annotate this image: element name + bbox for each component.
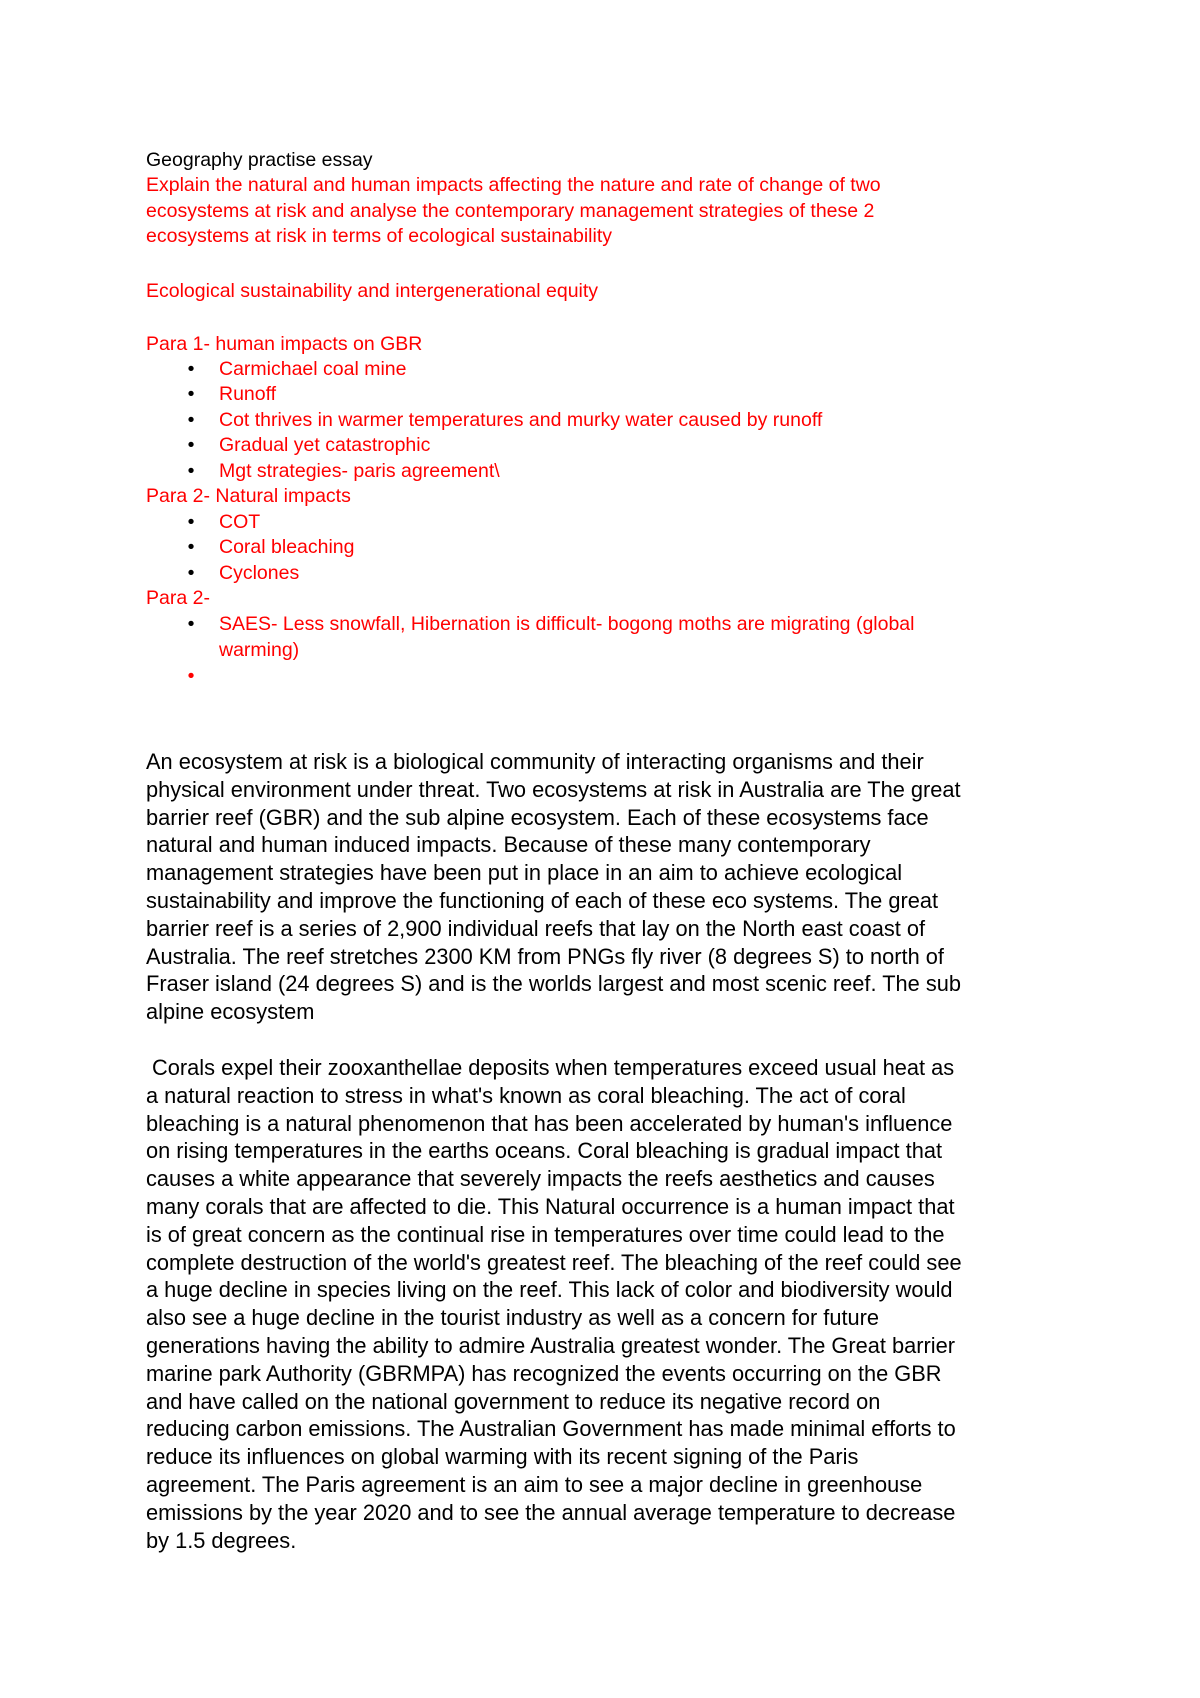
- essay-heading: Geography practise essay: [146, 149, 373, 171]
- bullet-icon: •: [187, 358, 195, 380]
- bullet-icon: •: [187, 383, 195, 405]
- paragraph-line: also see a huge decline in the tourist industry as well as a concern for future: [146, 1305, 880, 1331]
- paragraph-line: is of great concern as the continual rise in temperatures over time could lead to the: [146, 1221, 945, 1247]
- question-line: Explain the natural and human impacts affecting the nature and rate of change of two: [146, 174, 881, 196]
- paragraph-line: marine park Authority (GBRMPA) has recognized the events occurring on the GBR: [146, 1360, 942, 1386]
- bullet-icon: •: [187, 409, 195, 431]
- paragraph-line: Fraser island (24 degrees S) and is the worlds largest and most scenic reef. The sub: [146, 971, 961, 997]
- bullet-icon: •: [187, 665, 195, 687]
- paragraph-line: complete destruction of the world's greatest reef. The bleaching of the reef could see: [146, 1249, 962, 1275]
- intro-paragraph: [146, 748, 1076, 1026]
- list-item-text: Runoff: [219, 383, 277, 405]
- paragraph-line: sustainability and improve the functioning of each of these eco systems. The great: [146, 887, 938, 913]
- paragraph-line: agreement. The Paris agreement is an aim to see a major decline in greenhouse: [146, 1471, 923, 1497]
- list-item-text: Coral bleaching: [219, 536, 355, 558]
- paragraph-line: many corals that are affected to die. This Natural occurrence is a human impact that: [146, 1193, 955, 1219]
- paragraph-line: a natural reaction to stress in what's known as coral bleaching. The act of coral: [146, 1082, 906, 1108]
- paragraph-line: reduce its influences on global warming with its recent signing of the Paris: [146, 1444, 859, 1470]
- paragraph-line: barrier reef (GBR) and the sub alpine ecosystem. Each of these ecosystems face: [146, 804, 929, 830]
- paragraph-line: a huge decline in species living on the reef. This lack of color and biodiversity would: [146, 1277, 953, 1303]
- essay-question: [146, 173, 1046, 250]
- paragraph-line: physical environment under threat. Two ecosystems at risk in Australia are The great: [146, 776, 961, 802]
- paragraph-line: natural and human induced impacts. Because of these many contemporary: [146, 832, 871, 858]
- bullet-icon: •: [187, 562, 195, 584]
- list-item-line: warming): [219, 639, 300, 661]
- bullet-icon: •: [187, 536, 195, 558]
- bullet-icon: •: [187, 613, 195, 635]
- paragraph-line: by 1.5 degrees.: [146, 1527, 297, 1553]
- paragraph-line: reducing carbon emissions. The Australian Government has made minimal efforts to: [146, 1416, 956, 1442]
- list-item-text: Carmichael coal mine: [219, 358, 407, 380]
- paragraph-line: management strategies have been put in place in an aim to achieve ecological: [146, 860, 903, 886]
- paragraph-line: causes a white appearance that severely impacts the reefs aesthetics and causes: [146, 1166, 935, 1192]
- question-line: ecosystems at risk and analyse the contemporary management strategies of these 2: [146, 199, 875, 222]
- list-item-text: Cot thrives in warmer temperatures and murky water caused by runoff: [219, 409, 823, 431]
- list-item-text: Mgt strategies- paris agreement\: [219, 460, 500, 482]
- list-item-text: [219, 611, 915, 663]
- para2-title: Para 2- Natural impacts: [146, 485, 351, 507]
- list-item-text: COT: [219, 511, 261, 533]
- paragraph-line: Australia. The reef stretches 2300 KM from PNGs fly river (8 degrees S) to north of: [146, 943, 944, 969]
- para1-title: Para 1- human impacts on GBR: [146, 333, 423, 355]
- paragraph-line: and have called on the national government to reduce its negative record on: [146, 1388, 881, 1414]
- bullet-icon: •: [187, 511, 195, 533]
- list-item-line: SAES- Less snowfall, Hibernation is difficult- bogong moths are migrating (global: [219, 613, 915, 635]
- focus-line: Ecological sustainability and intergenerational equity: [146, 280, 599, 302]
- paragraph-line: on rising temperatures in the earths oceans. Coral bleaching is gradual impact that: [146, 1138, 943, 1164]
- paragraph-line: generations having the ability to admire Australia greatest wonder. The Great barrier: [146, 1332, 955, 1358]
- paragraph-line: emissions by the year 2020 and to see the annual average temperature to decrease: [146, 1499, 956, 1525]
- list-item-text: Cyclones: [219, 562, 300, 584]
- paragraph-line: barrier reef is a series of 2,900 individual reefs that lay on the North east coast of: [146, 915, 926, 941]
- paragraph-line: bleaching is a natural phenomenon that has been accelerated by human's influence: [146, 1110, 953, 1136]
- paragraph-line: Corals expel their zooxanthellae deposits when temperatures exceed usual heat as: [146, 1055, 955, 1080]
- bullet-icon: •: [187, 460, 195, 482]
- question-line: ecosystems at risk in terms of ecological sustainability: [146, 225, 613, 248]
- body-paragraph: [146, 1054, 1076, 1554]
- para3-title: Para 2-: [146, 587, 210, 609]
- bullet-icon: •: [187, 434, 195, 456]
- paragraph-line: An ecosystem at risk is a biological community of interacting organisms and their: [146, 749, 924, 774]
- list-item-text: Gradual yet catastrophic: [219, 434, 431, 456]
- paragraph-line: alpine ecosystem: [146, 999, 315, 1025]
